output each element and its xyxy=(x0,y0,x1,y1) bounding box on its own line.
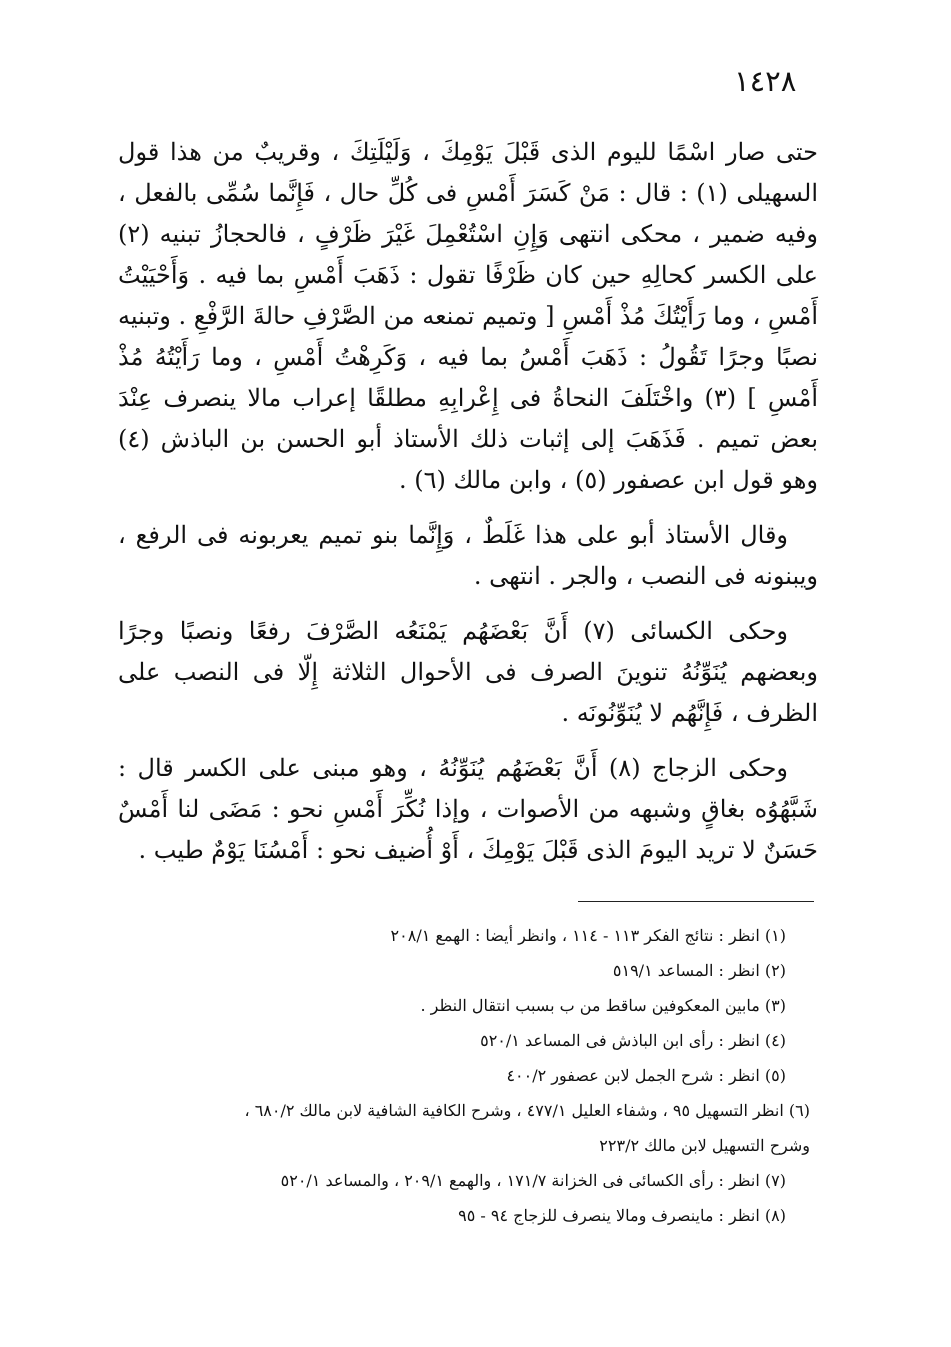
footnote: (١) انظر : نتائج الفكر ١١٣ - ١١٤ ، وانظر أيضا : الهمع ٢٠٨/١ xyxy=(390,926,786,945)
footnote: (٤) انظر : رأى ابن الباذش فى المساعد ٥٢٠/١ xyxy=(480,1031,786,1050)
paragraph: وقال الأستاذ أبو على هذا غَلَطٌ ، وَإِنَّما بنو تميم يعربونه فى الرفع ، ويبنونه فى النصب ، والجر . انتهى . xyxy=(118,521,818,590)
footnote: (٦) انظر التسهيل ٩٥ ، وشفاء العليل ٤٧٧/١ ، وشرح الكافية الشافية لابن مالك ٦٨٠/٢ ، xyxy=(244,1101,810,1120)
paragraph: وحكى الزجاج (٨) أَنَّ بَعْضَهُم يُنَوِّنُهُ ، وهو مبنى على الكسر قال : شَبَّهُوُه بغاقٍ وشبهه من الأصوات ، وإذا نُكِّرَ أَمْسِ نحو : مَضَى لنا أَمْسٌ حَسَنٌ لا تريد اليومَ الذى قَبْلَ يَوْمِكَ ، أَوْ أُضيف نحو : أَمْسُنَا يَوْمٌ طيب . xyxy=(118,754,818,864)
footnotes xyxy=(150,918,810,1233)
footnote-continuation: وشرح التسهيل لابن مالك ٢٢٣/٢ xyxy=(599,1136,810,1155)
page-number: ١٤٢٨ xyxy=(734,64,797,98)
footnote: (٣) مابين المعكوفين ساقط من ب بسبب انتقال النظر . xyxy=(420,996,786,1015)
footnote: (٢) انظر : المساعد ٥١٩/١ xyxy=(612,961,786,980)
footnote: (٥) انظر : شرح الجمل لابن عصفور ٤٠٠/٢ xyxy=(506,1066,786,1085)
main-text xyxy=(118,132,818,871)
footnote: (٨) انظر : ماينصرف ومالا ينصرف للزجاج ٩٤ - ٩٥ xyxy=(458,1206,786,1225)
footnote-divider xyxy=(578,901,814,902)
paragraph: حتى صار اسْمًا لليوم الذى قَبْلَ يَوْمِكَ ، وَلَيْلَتِكَ ، وقريبٌ من هذا قول السهيلى (١) : قال : مَنْ كَسَرَ أَمْسِ فى كُلِّ حال ، فَإِنَّما سُمِّى بالفعل ، وفيه ضمير ، محكى انتهى وَإِنِ اسْتُعْمِلَ غَيْرَ ظَرْفٍ ، فالحجازُ تبنيه (٢) على الكسر كحالِهِ حين كان ظَرْفًا تقول : ذَهَبَ أَمْسِ بما فيه . وَأَحْيَيْتُ أَمْسِ ، وما رَأَيْتُكَ مُذْ أَمْسِ [ وتميم تمنعه من الصَّرْفِ حالةَ الرَّفْعِ . وتبنيه نصبًا وجرًا تَقُولُ : ذَهَبَ أَمْسُ بما فيه ، وَكَرِهْتُ أَمْسِ ، وما رَأَيْتُهُ مُذْ أَمْسِ ] (٣) واخْتَلَفَ النحاةُ فى إِعْرابِهِ مطلقًا إعراب مالا ينصرف عِنْدَ بعض تميم . فَذَهَبَ إلى إثبات ذلك الأستاذ أبو الحسن بن الباذش (٤) وهو قول ابن عصفور (٥) ، وابن مالك (٦) . xyxy=(118,138,818,494)
paragraph: وحكى الكسائى (٧) أَنَّ بَعْضَهُم يَمْنَعُه الصَّرْفَ رفعًا ونصبًا وجرًا وبعضهم يُنَوِّنُهُ تنوينَ الصرف فى الأحوال الثلاثة إِلّا فى النصب على الظرف ، فَإِنَّهُم لا يُنَوِّنُونَه . xyxy=(118,617,818,727)
footnote: (٧) انظر : رأى الكسائى فى الخزانة ١٧١/٧ ، والهمع ٢٠٩/١ ، والمساعد ٥٢٠/١ xyxy=(280,1171,786,1190)
